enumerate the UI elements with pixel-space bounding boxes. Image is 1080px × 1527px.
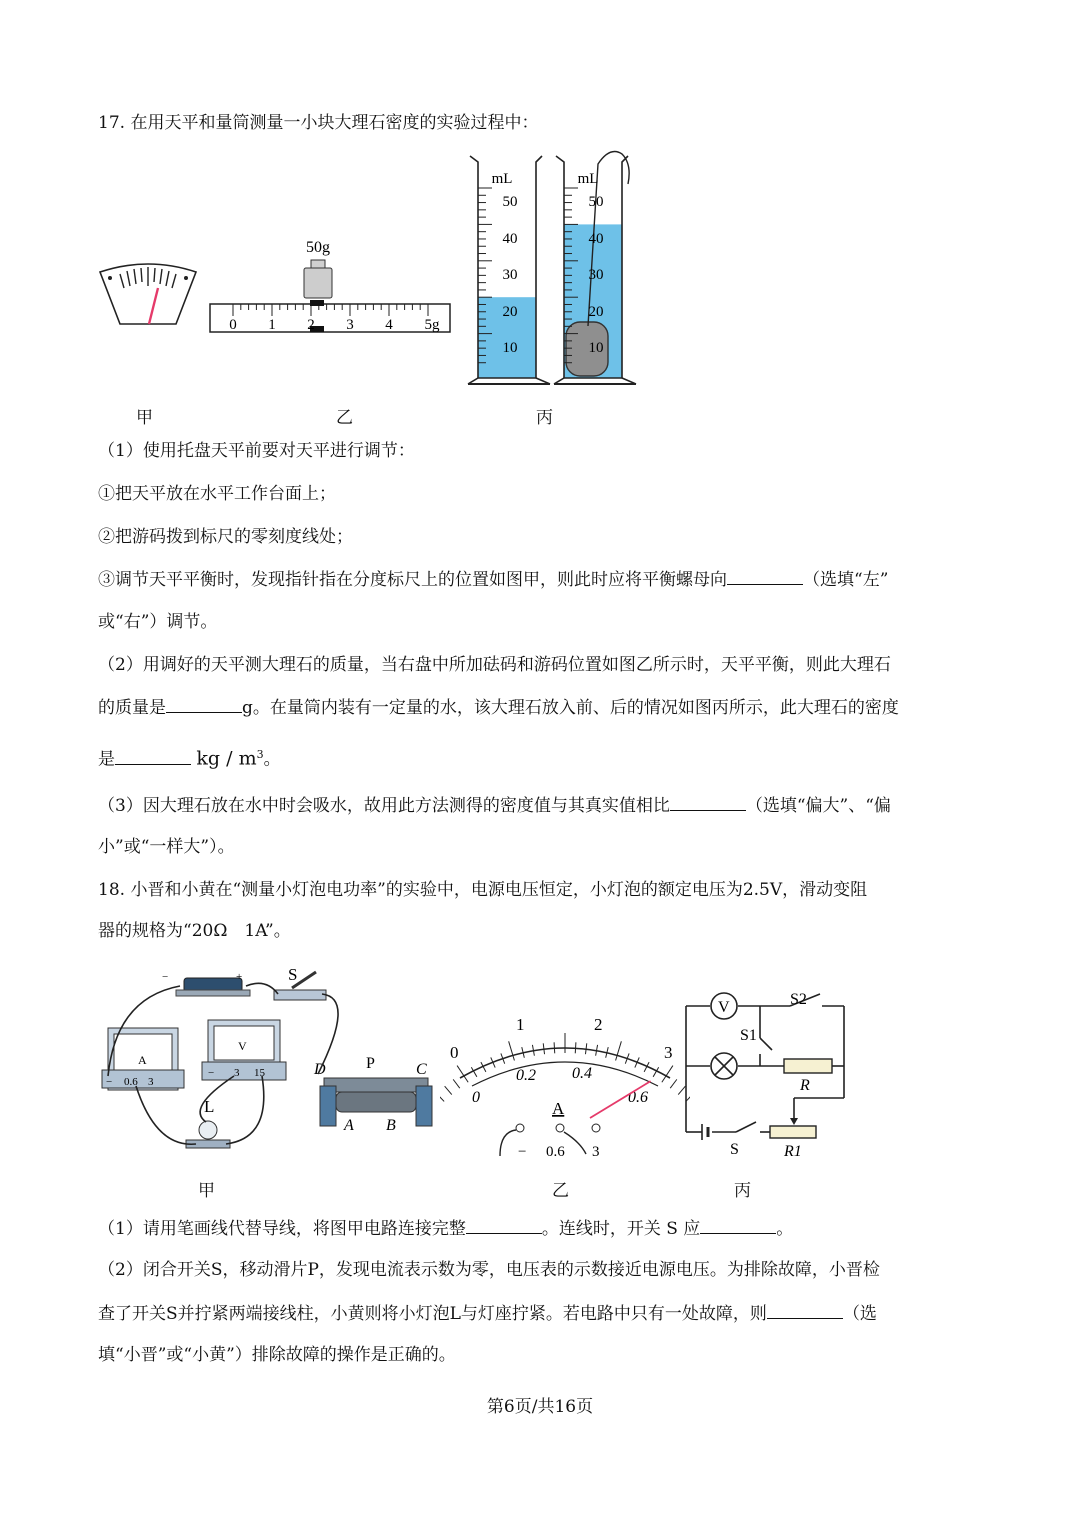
meter-bottom-scale: 0.2 [516,1067,536,1084]
meter-symbol: A [552,1099,565,1118]
q17-p2-line3: 是 kg / $m^3$。 [98,747,281,770]
ruler-tick-label: 0 [229,317,237,333]
cyl-tick-label: 20 [502,304,518,320]
voltmeter-terminal: 3 [234,1067,240,1079]
figure-circuit-diagram [680,978,860,1163]
caption-yi: 乙 [336,408,353,428]
page-footer: 第6页/共16页 [486,1397,594,1417]
q17-p3-line1: （3）因大理石放在水中时会吸水，故用此方法测得的密度值与其真实值相比 （选填“偏大”、“偏 [98,792,891,819]
figure-rider-scale [208,232,453,336]
ruler-tick-label: 4 [385,317,393,333]
q18-p1: （1）请用笔画线代替导线，将图甲电路连接完整 。连线时，开关 S 应 。 [98,1215,793,1242]
cyl-tick-label: 40 [588,231,604,247]
circuit-label-v: V [718,999,730,1016]
circuit-label-r: R [800,1077,810,1094]
circuit-label-s: S [730,1141,739,1158]
caption-jia: 甲 [136,408,153,428]
cyl-tick-label: 30 [588,267,604,283]
ruler-tick-label: 3 [346,317,354,333]
ruler-tick-label: 2 [307,317,315,333]
cylinder-unit: mL [577,171,599,187]
circuit-label-s2: S2 [790,991,807,1008]
meter-bottom-scale: 0 [472,1089,480,1106]
meter-terminal: − [518,1144,527,1160]
figure-ammeter-dial [440,1008,690,1168]
rheostat-label-c: C [416,1061,427,1078]
answer-blank[interactable] [115,746,191,765]
q18-p2-line1: （2）闭合开关S，移动滑片P，发现电流表示数为零，电压表的示数接近电源电压。为排除故障，小晋检 [98,1260,880,1280]
cylinder-after [554,152,636,384]
q17-p2-line1: （2）用调好的天平测大理石的质量，当右盘中所加砝码和游码位置如图乙所示时，天平平衡，则此大理石 [98,655,891,675]
meter-top-scale: 1 [516,1015,525,1034]
cyl-tick-label: 40 [502,231,518,247]
meter-terminal: 0.6 [546,1144,565,1160]
switch-label: S [288,965,298,984]
cylinder-unit: mL [491,171,513,187]
cyl-tick-label: 10 [588,340,604,356]
q17-p1-c-cont: 或“右”）调节。 [98,612,218,632]
ammeter-terminal: 3 [148,1076,154,1088]
meter-top-scale: 0 [450,1043,459,1062]
cyl-tick-label: 20 [588,304,604,320]
mass-label: 50g [306,239,330,256]
ruler-tick-label: 1 [268,317,276,333]
meter-bottom-scale: 0.4 [572,1065,592,1082]
voltmeter-terminal: − [208,1067,215,1079]
q17-p1: （1）使用托盘天平前要对天平进行调节： [98,441,415,461]
q17-p2-line2: 的质量是 g。在量筒内装有一定量的水，该大理石放入前、后的情况如图丙所示，此大理石的密度 [98,694,899,721]
rheostat-label-d: D [314,1061,326,1078]
answer-blank[interactable] [727,566,803,585]
q17-title: 17. 在用天平和量筒测量一小块大理石密度的实验过程中： [98,113,539,133]
answer-blank[interactable] [466,1215,542,1234]
q17-p3-line2: 小”或“一样大”）。 [98,837,235,857]
q17-p1-a: ①把天平放在水平工作台面上； [98,484,336,504]
rheostat-label-p: P [366,1055,375,1072]
voltmeter-terminal: 15 [254,1067,265,1079]
ammeter-symbol: A [138,1053,147,1067]
svg-text:−: − [162,971,169,983]
caption-jia-2: 甲 [198,1181,215,1201]
ruler-tick-label: 5g [424,317,440,333]
q18-p2-line2: 查了开关S并拧紧两端接线柱，小黄则将小灯泡L与灯座拧紧。若电路中只有一处故障，则 （选 [98,1300,877,1327]
cyl-tick-label: 50 [502,194,518,210]
ammeter-terminal: 0.6 [124,1076,138,1088]
cyl-tick-label: 50 [588,194,604,210]
rheostat-label-a: A [344,1117,354,1134]
meter-top-scale: 3 [664,1043,673,1062]
answer-blank[interactable] [670,792,746,811]
voltmeter-symbol: V [238,1039,247,1053]
q18-title-line2: 器的规格为“20Ω 1A”。 [98,921,291,941]
figure-cylinders [462,148,642,393]
figure-physical-circuit [96,958,446,1163]
answer-blank[interactable] [700,1215,776,1234]
meter-terminal: 3 [592,1144,600,1160]
cyl-tick-label: 30 [502,267,518,283]
rheostat-label-b: B [386,1117,396,1134]
cyl-tick-label: 10 [502,340,518,356]
cylinder-before [468,156,550,384]
q17-p1-b: ②把游码拨到标尺的零刻度线处； [98,527,353,547]
caption-bing-2: 丙 [734,1181,751,1201]
ammeter-terminal: − [106,1076,113,1088]
meter-bottom-scale: 0.6 [628,1089,648,1106]
q18-title-line1: 18. 小晋和小黄在“测量小灯泡电功率”的实验中，电源电压恒定，小灯泡的额定电压为2.5V，滑动变阻 [98,880,868,900]
q18-p2-line3: 填“小晋”或“小黄”）排除故障的操作是正确的。 [98,1345,456,1365]
svg-text:+: + [236,971,243,983]
answer-blank[interactable] [767,1300,843,1319]
circuit-label-r1: R1 [784,1143,802,1160]
caption-yi-2: 乙 [552,1181,569,1201]
q17-p1-c: ③调节天平平衡时，发现指针指在分度标尺上的位置如图甲，则此时应将平衡螺母向 （选填“左” [98,566,888,593]
circuit-label-s1: S1 [740,1027,757,1044]
figure-balance-dial [98,262,198,330]
meter-top-scale: 2 [594,1015,603,1034]
lamp-label: L [204,1097,215,1116]
answer-blank[interactable] [166,694,242,713]
caption-bing: 丙 [536,408,553,428]
